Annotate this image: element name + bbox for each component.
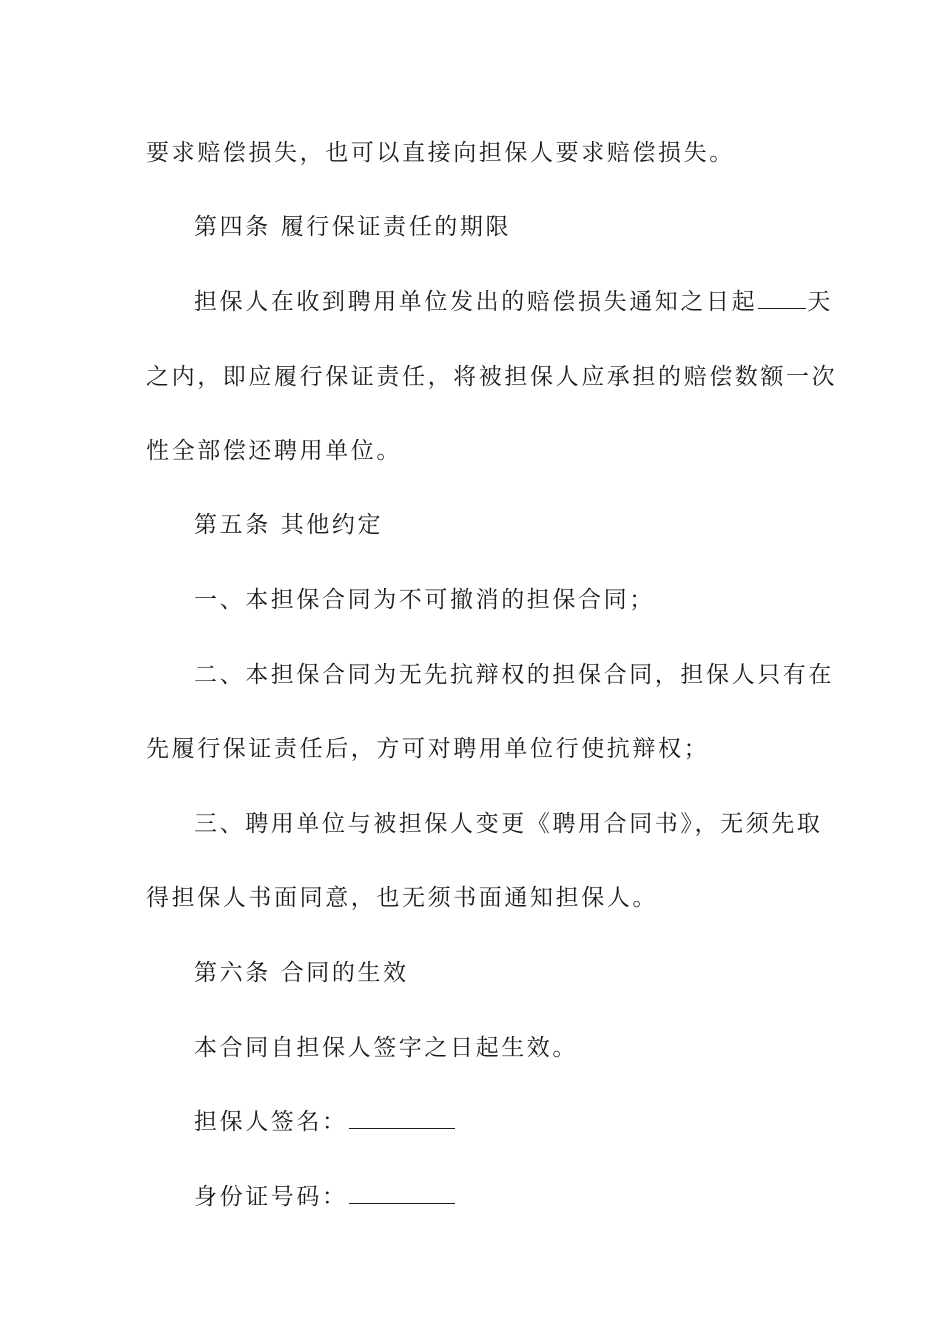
article-5-heading (194, 510, 383, 540)
text-line: 二、本担保合同为无先抗辩权的担保合同，担保人只有在 (194, 662, 834, 688)
signature-label: 担保人签名： (194, 1109, 348, 1135)
article-4-paragraph-line-2 (146, 362, 837, 392)
item-2-line-2 (146, 734, 709, 764)
heading-text: 第四条 履行保证责任的期限 (194, 214, 512, 240)
text-line: 得担保人书面同意，也无须书面通知担保人。 (146, 885, 658, 911)
item-1 (194, 585, 655, 615)
signature-blank-field[interactable] (349, 1110, 455, 1129)
article-4-paragraph-line-3 (146, 436, 402, 466)
text-line: 先履行保证责任后，方可对聘用单位行使抗辩权； (146, 736, 710, 762)
item-3-line-1 (194, 809, 823, 839)
article-4-heading (194, 212, 511, 242)
heading-text: 第五条 其他约定 (194, 512, 384, 538)
id-number-blank-field[interactable] (349, 1185, 455, 1204)
days-blank-field[interactable] (758, 290, 806, 309)
text-line: 之内，即应履行保证责任，将被担保人应承担的赔偿数额一次 (146, 364, 838, 390)
guarantor-signature-row (194, 1107, 456, 1137)
id-number-row (194, 1182, 456, 1212)
article-4-paragraph-line-1 (194, 287, 833, 317)
text-line: 天 (807, 289, 833, 315)
article-6-paragraph (194, 1033, 578, 1063)
paragraph-line (146, 138, 735, 168)
text-line: 性全部偿还聘用单位。 (146, 438, 402, 464)
text-line: 要求赔偿损失，也可以直接向担保人要求赔偿损失。 (146, 140, 735, 166)
text-line: 三、聘用单位与被担保人变更《聘用合同书》，无须先取 (194, 811, 823, 837)
text-line: 担保人在收到聘用单位发出的赔偿损失通知之日起 (194, 289, 758, 315)
text-line: 一、本担保合同为不可撤消的担保合同； (194, 587, 655, 613)
text-line: 本合同自担保人签字之日起生效。 (194, 1035, 578, 1061)
article-6-heading (194, 958, 409, 988)
id-number-label: 身份证号码： (194, 1184, 348, 1210)
item-2-line-1 (194, 660, 834, 690)
heading-text: 第六条 合同的生效 (194, 960, 409, 986)
item-3-line-2 (146, 883, 658, 913)
